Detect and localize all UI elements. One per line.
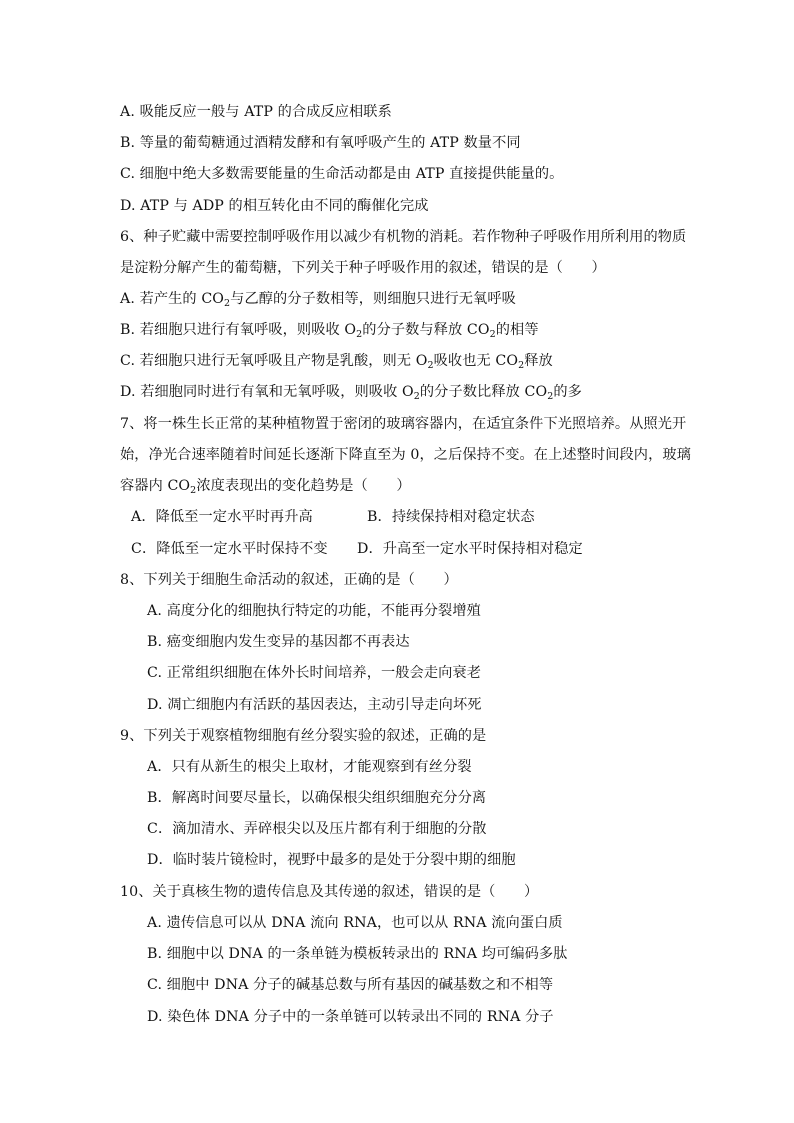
q10-stem: 10、关于真核生物的遗传信息及其传递的叙述，错误的是（ ） [120,884,539,900]
q5-option-a: A. 吸能反应一般与 ATP 的合成反应相联系 [120,104,392,120]
q9-option-c: C．滴加清水、弄碎根尖以及压片都有利于细胞的分散 [147,821,487,837]
q10-option-d: D. 染色体 DNA 分子中的一条单链可以转录出不同的 RNA 分子 [147,1009,554,1025]
q7-stem-line-3: 容器内 $CO_2$浓度表现出的变化趋势是（ ） [120,478,411,496]
q6-stem-line-1: 6、种子贮藏中需要控制呼吸作用以减少有机物的消耗。若作物种子呼吸作用所利用的物质 [120,229,687,245]
q10-option-a: A. 遗传信息可以从 DNA 流向 RNA，也可以从 RNA 流向蛋白质 [147,915,563,931]
q6-option-a: A. 若产生的 $CO_2$与乙醇的分子数相等，则细胞只进行无氧呼吸 [120,291,516,309]
q9-option-a: A．只有从新生的根尖上取材，才能观察到有丝分裂 [147,759,472,775]
q10-option-b: B. 细胞中以 DNA 的一条单链为模板转录出的 RNA 均可编码多肽 [147,946,568,962]
q6-option-c: C. 若细胞只进行无氧呼吸且产物是乳酸，则无 $O_2$吸收也无 $CO_2$释放 [120,353,553,371]
q7-option-b: B．持续保持相对稳定状态 [367,509,535,525]
q6-stem-line-2: 是淀粉分解产生的葡萄糖，下列关于种子呼吸作用的叙述，错误的是（ ） [120,260,606,276]
q8-option-c: C. 正常组织细胞在体外长时间培养，一般会走向衰老 [147,665,481,681]
q6-option-b: B. 若细胞只进行有氧呼吸，则吸收 $O_2$的分子数与释放 $CO_2$的相等 [120,322,539,340]
q7-option-c: C．降低至一定水平时保持不变 [131,541,328,557]
q9-option-b: B．解离时间要尽量长，以确保根尖组织细胞充分分离 [147,790,487,806]
q7-option-d: D．升高至一定水平时保持相对稳定 [357,541,583,557]
q7-stem-line-2: 始，净光合速率随着时间延长逐渐下降直至为 0，之后保持不变。在上述整时间段内，玻璃 [120,447,691,463]
q10-option-c: C. 细胞中 DNA 分子的碱基总数与所有基因的碱基数之和不相等 [147,977,554,993]
q8-option-d: D. 凋亡细胞内有活跃的基因表达，主动引导走向坏死 [147,697,482,713]
q5-option-b: B. 等量的葡萄糖通过酒精发酵和有氧呼吸产生的 ATP 数量不同 [120,135,521,151]
q7-stem-line-1: 7、将一株生长正常的某种植物置于密闭的玻璃容器内，在适宜条件下光照培养。从照光开 [120,416,687,432]
q6-option-d: D. 若细胞同时进行有氧和无氧呼吸，则吸收 $O_2$的分子数比释放 $CO_2$的多 [120,384,582,402]
q8-stem: 8、下列关于细胞生命活动的叙述，正确的是（ ） [120,572,458,588]
q7-option-a: A．降低至一定水平时再升高 [131,509,313,525]
q8-option-b: B. 癌变细胞内发生变异的基因都不再表达 [147,634,410,650]
q8-option-a: A. 高度分化的细胞执行特定的功能，不能再分裂增殖 [147,603,481,619]
q5-option-c: C. 细胞中绝大多数需要能量的生命活动都是由 ATP 直接提供能量的。 [120,166,564,182]
q9-stem: 9、下列关于观察植物细胞有丝分裂实验的叙述，正确的是 [120,728,487,744]
q9-option-d: D．临时装片镜检时，视野中最多的是处于分裂中期的细胞 [147,852,516,868]
q5-option-d: D. ATP 与 ADP 的相互转化由不同的酶催化完成 [120,198,429,214]
